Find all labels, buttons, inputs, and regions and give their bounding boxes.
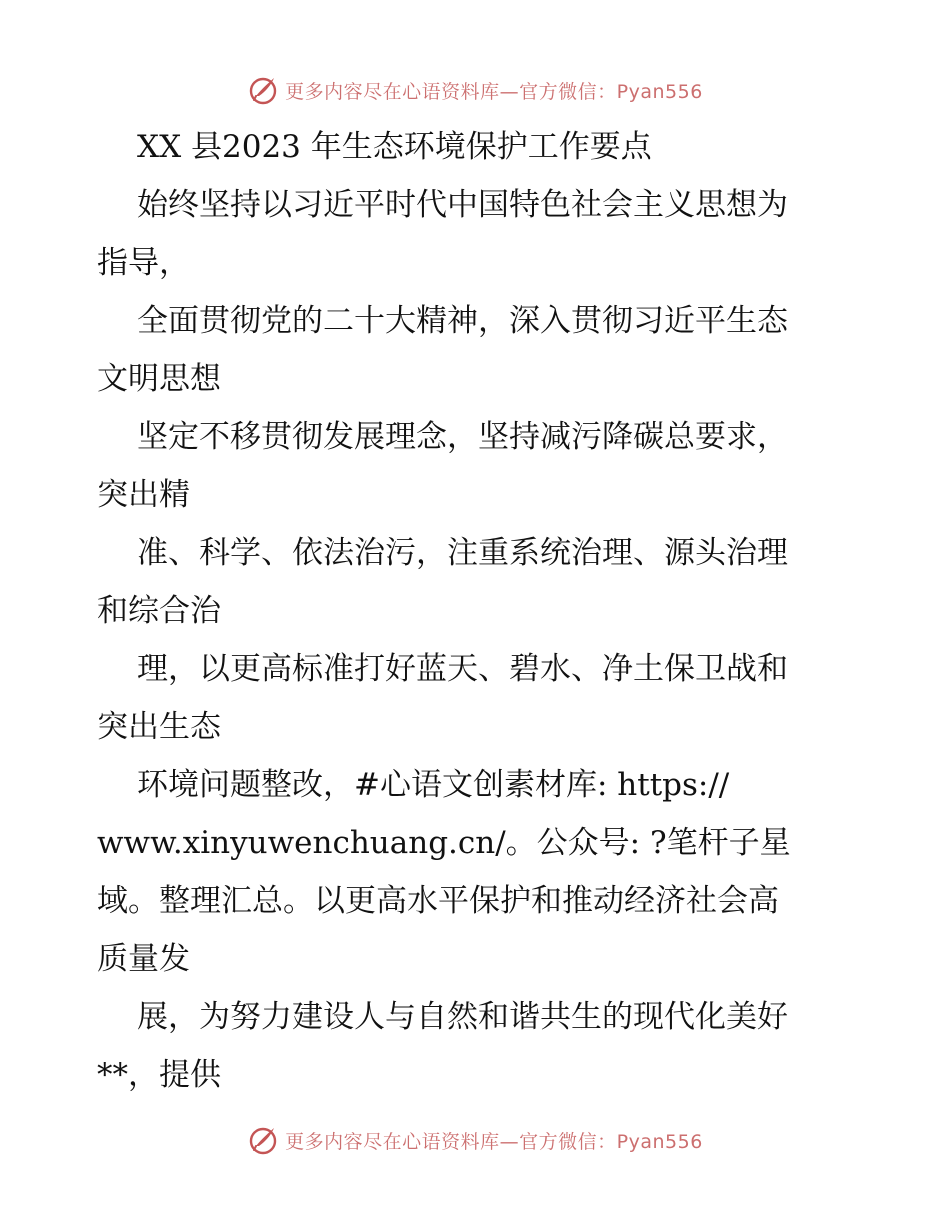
text-line: 指导， (97, 245, 190, 281)
text-line: 文明思想 (97, 361, 221, 397)
text-line: 坚定不移贯彻发展理念，坚持减污降碳总要求， (137, 419, 788, 455)
text-line: 展，为努力建设人与自然和谐共生的现代化美好 (137, 999, 788, 1035)
text-line: 环境问题整改，#心语文创素材库: https:// (137, 767, 730, 803)
text-line: **，提供 (97, 1057, 221, 1093)
text-line: 全面贯彻党的二十大精神，深入贯彻习近平生态 (137, 303, 788, 339)
document-body (97, 118, 857, 1104)
header-watermark (0, 70, 950, 110)
text-line: 域。整理汇总。以更高水平保护和推动经济社会高 (97, 883, 779, 919)
watermark-text: 更多内容尽在心语资料库—官方微信：Pyan556 (285, 80, 703, 103)
quill-seal-icon (247, 74, 279, 106)
quill-seal-icon (247, 1124, 279, 1156)
document-title: XX 县2023 年生态环境保护工作要点 (137, 129, 652, 165)
text-line: 准、科学、依法治污，注重系统治理、源头治理 (137, 535, 788, 571)
watermark-text: 更多内容尽在心语资料库—官方微信：Pyan556 (285, 1130, 703, 1153)
text-line: 突出精 (97, 477, 190, 513)
text-line: 和综合治 (97, 593, 221, 629)
text-line: 突出生态 (97, 709, 221, 745)
text-line: 质量发 (97, 941, 190, 977)
footer-watermark (0, 1120, 950, 1160)
text-line: 理，以更高标准打好蓝天、碧水、净土保卫战和 (137, 651, 788, 687)
text-line: www.xinyuwenchuang.cn/。公众号: ?笔杆子星 (97, 825, 791, 861)
text-line: 始终坚持以习近平时代中国特色社会主义思想为 (137, 187, 788, 223)
